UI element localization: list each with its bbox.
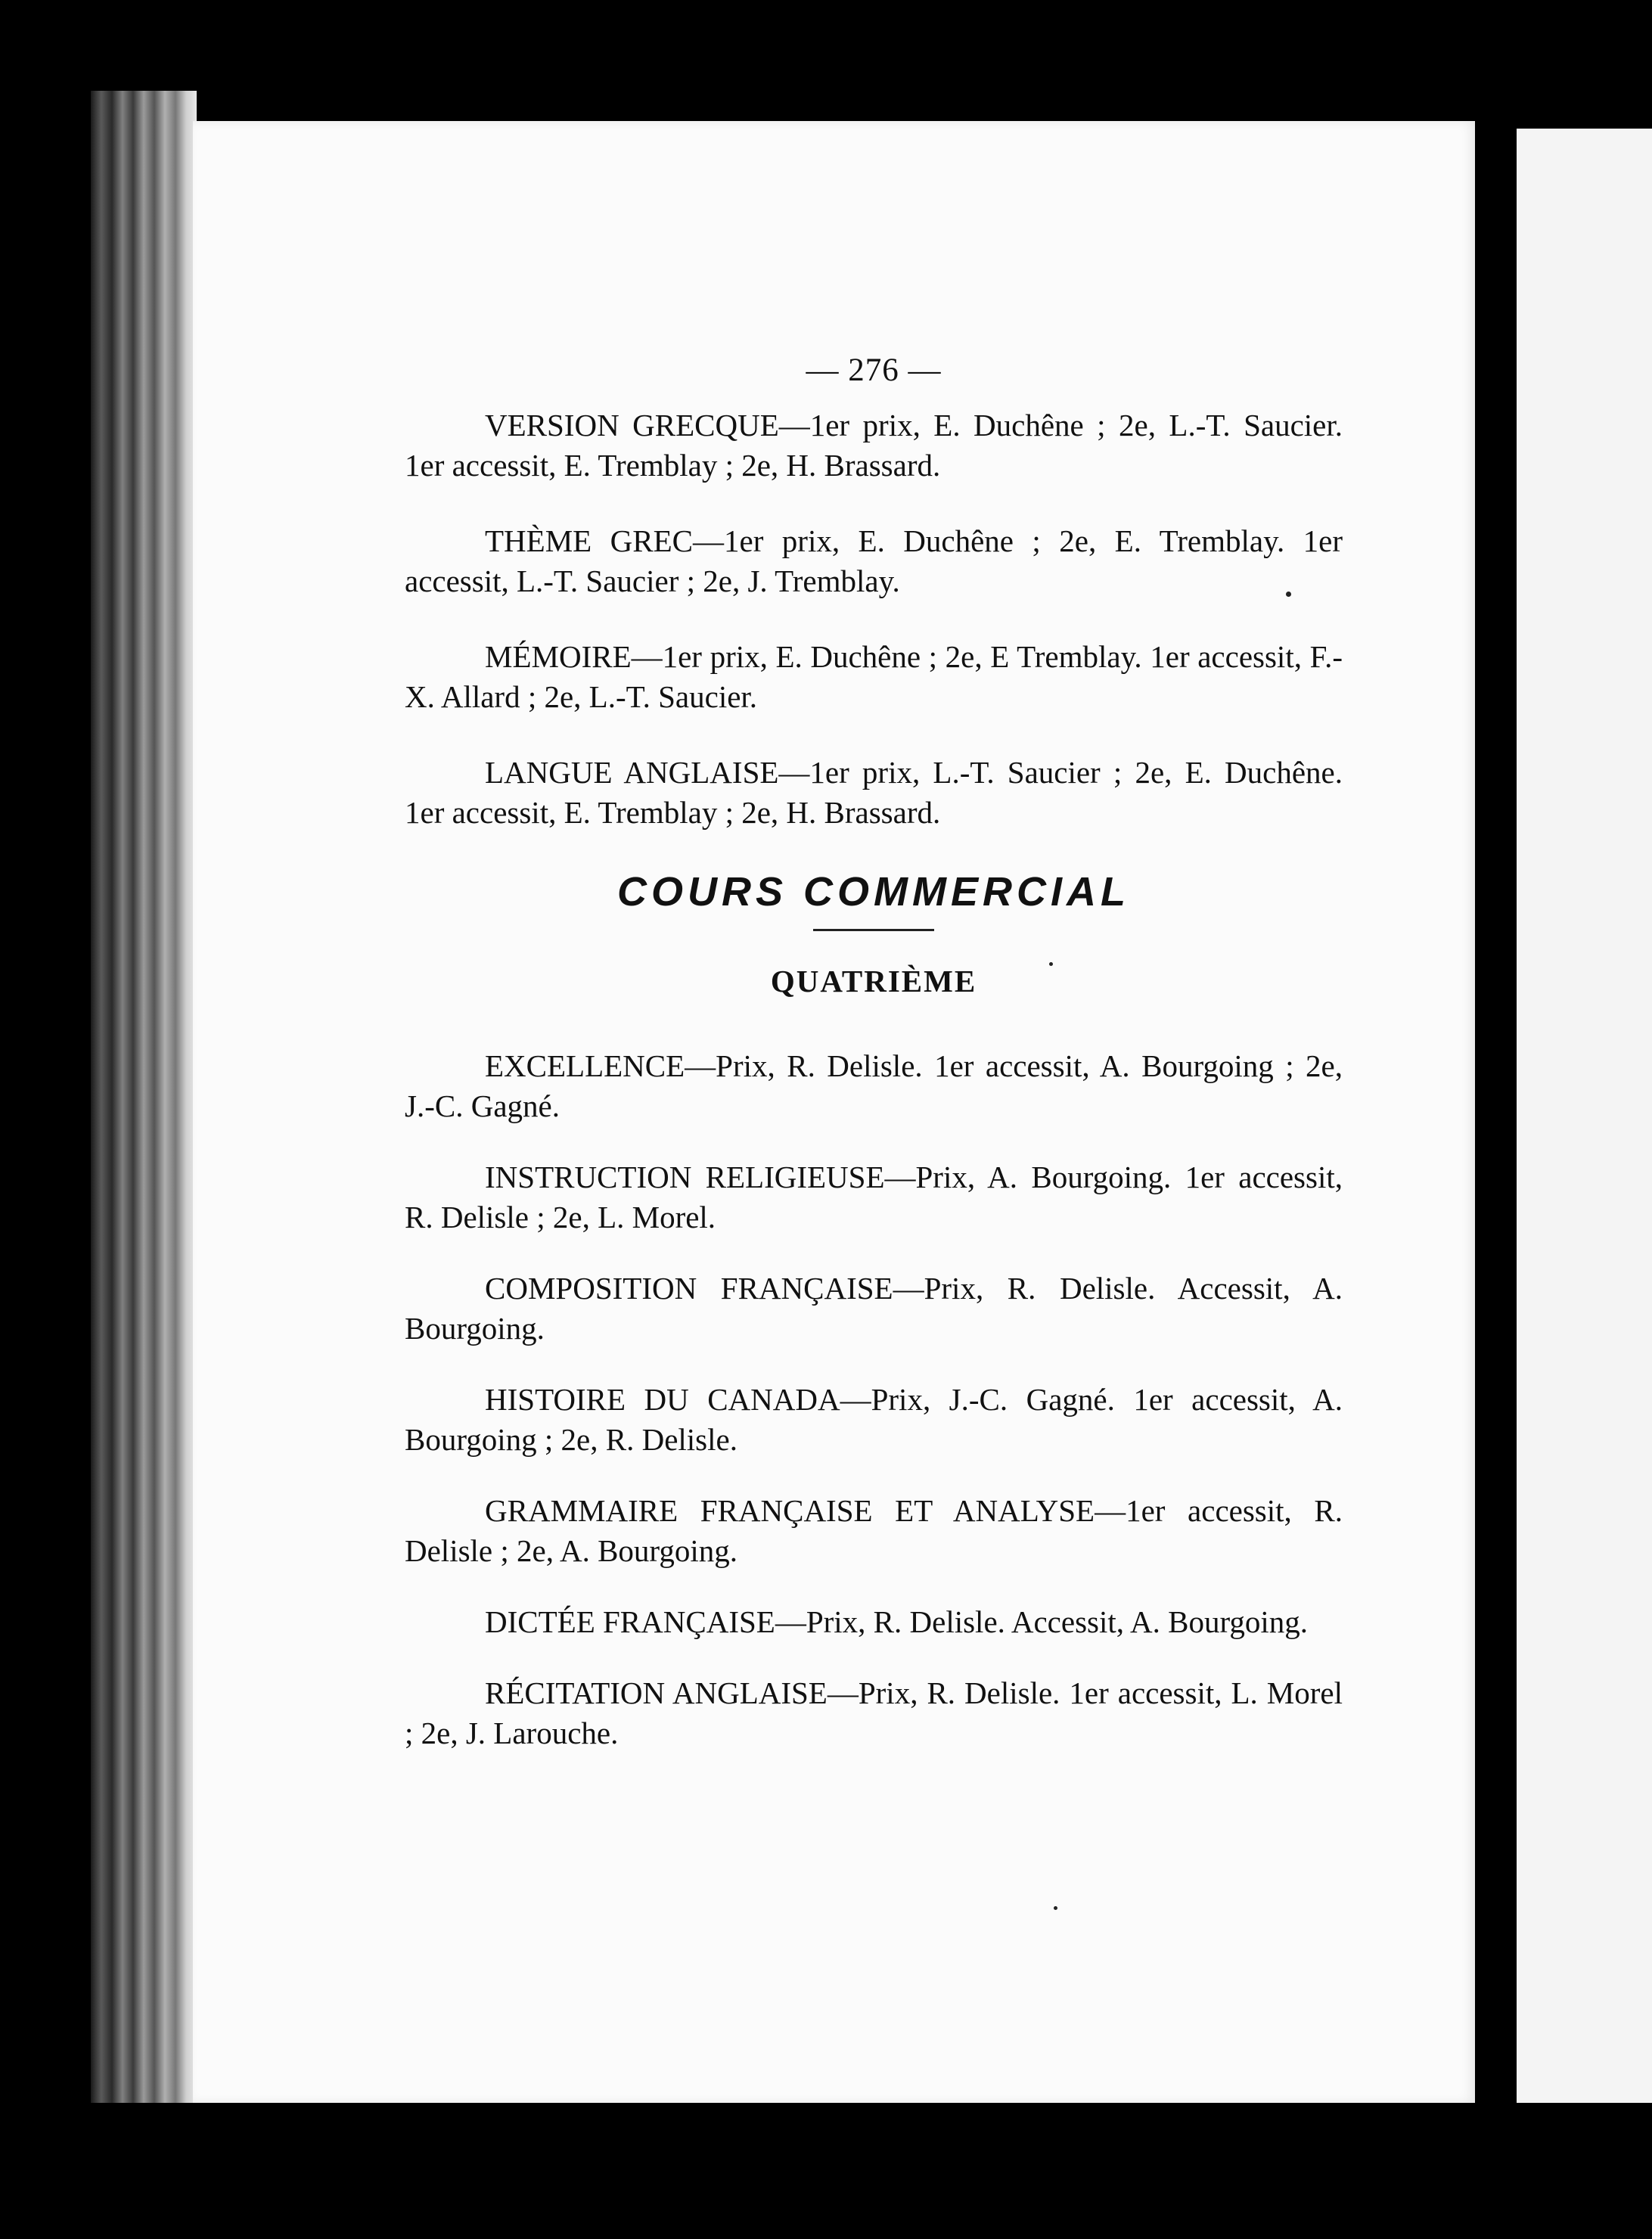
heading-rule [813, 929, 934, 931]
prize-entry: GRAMMAIRE FRANÇAISE ET ANALYSE—1er accessit, R. Delisle ; 2e, A. Bourgoing. [405, 1493, 1343, 1568]
prize-entry: MÉMOIRE—1er prix, E. Duchêne ; 2e, E Tremblay. 1er accessit, F.-X. Allard ; 2e, L.-T. Saucier. [405, 639, 1343, 714]
prize-list-classical [405, 405, 1343, 833]
ink-speck [1054, 1906, 1057, 1910]
book-page-edges [91, 91, 197, 2103]
prize-entry: THÈME GREC—1er prix, E. Duchêne ; 2e, E. Tremblay. 1er accessit, L.-T. Saucier ; 2e, J. Tremblay. [405, 523, 1343, 598]
prize-entry: RÉCITATION ANGLAISE—Prix, R. Delisle. 1er accessit, L. Morel ; 2e, J. Larouche. [405, 1675, 1343, 1750]
prize-entry: INSTRUCTION RELIGIEUSE—Prix, A. Bourgoing. 1er accessit, R. Delisle ; 2e, L. Morel. [405, 1160, 1343, 1234]
prize-entry: VERSION GRECQUE—1er prix, E. Duchêne ; 2e, L.-T. Saucier. 1er accessit, E. Tremblay ; 2e, H. Brassard. [405, 408, 1343, 483]
prize-entry: LANGUE ANGLAISE—1er prix, L.-T. Saucier ; 2e, E. Duchêne. 1er accessit, E. Tremblay ; 2e, H. Brassard. [405, 755, 1343, 830]
subsection-title: QUATRIÈME [770, 964, 977, 998]
section-title: COURS COMMERCIAL [617, 869, 1130, 915]
book-gutter [1475, 121, 1517, 2103]
facing-page-edge [1517, 129, 1652, 2103]
prize-entry: COMPOSITION FRANÇAISE—Prix, R. Delisle. Accessit, A. Bourgoing. [405, 1271, 1343, 1346]
prize-entry: EXCELLENCE—Prix, R. Delisle. 1er accessit, A. Bourgoing ; 2e, J.-C. Gagné. [405, 1048, 1343, 1123]
page-number: — 276 — [806, 352, 942, 388]
prize-entry: DICTÉE FRANÇAISE—Prix, R. Delisle. Accessit, A. Bourgoing. [485, 1604, 1309, 1639]
prize-list-commercial [405, 1046, 1343, 1753]
page-text [405, 352, 1343, 1784]
prize-entry: HISTOIRE DU CANADA—Prix, J.-C. Gagné. 1er accessit, A. Bourgoing ; 2e, R. Delisle. [405, 1382, 1343, 1457]
